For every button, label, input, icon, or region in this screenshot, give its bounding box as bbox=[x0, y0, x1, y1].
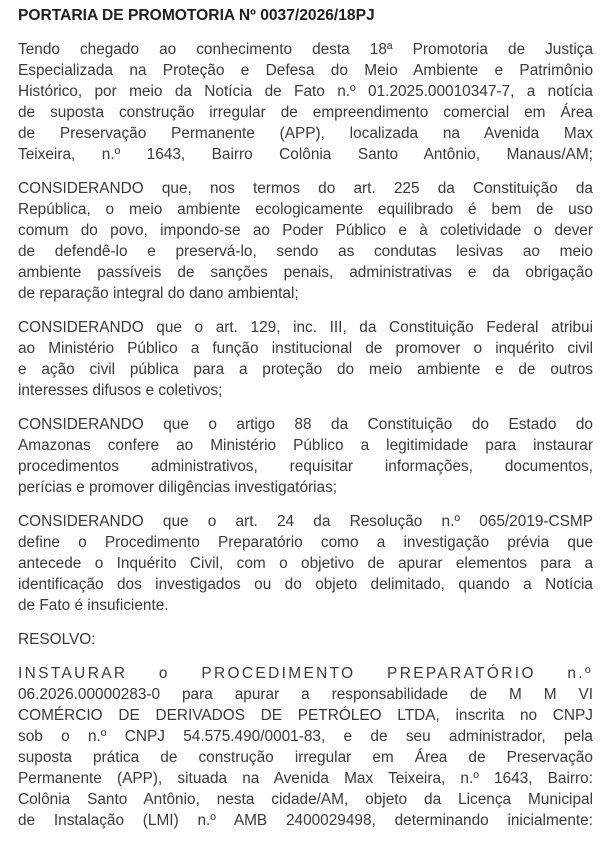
text-line: perícias e promover diligências investigatórias; bbox=[18, 479, 338, 496]
text-line: ao Ministério Público a função institucional de promover o inquérito civil bbox=[18, 340, 593, 357]
text-line: identificação dos investigados ou do objeto delimitado, quando a Notícia bbox=[18, 576, 593, 593]
text-line: Permanente (APP), situada na Avenida Max Teixeira, n.º 1643, Bairro: bbox=[18, 770, 593, 787]
text-line: de defendê-lo e preservá-lo, sendo as condutas lesivas ao meio bbox=[18, 243, 593, 260]
text-line: COMÉRCIO DE DERIVADOS DE PETRÓLEO LTDA, inscrita no CNPJ bbox=[18, 707, 593, 724]
text-line: 06.2026.00000283-0 para apurar a responsabilidade de M M VI bbox=[18, 686, 593, 703]
text-line: Especializada na Proteção e Defesa do Meio Ambiente e Patrimônio bbox=[18, 62, 593, 79]
text-line: CONSIDERANDO que, nos termos do art. 225 da Constituição da bbox=[18, 180, 593, 197]
text-line: define o Procedimento Preparatório como a investigação prévia que bbox=[18, 534, 593, 551]
text-line: de reparação integral do dano ambiental; bbox=[18, 285, 299, 302]
text-line: CONSIDERANDO que o art. 129, inc. III, da Constituição Federal atribui bbox=[18, 319, 593, 336]
text-line: INSTAURAR o PROCEDIMENTO PREPARATÓRIO n.º bbox=[18, 665, 593, 682]
text-line: de Fato é insuficiente. bbox=[18, 597, 169, 614]
text-line: de Preservação Permanente (APP), localizada na Avenida Max bbox=[18, 125, 593, 142]
document-title: PORTARIA DE PROMOTORIA Nº 0037/2026/18PJ bbox=[18, 7, 375, 24]
text-line: antecede o Inquérito Civil, com o objetivo de apurar elementos para a bbox=[18, 555, 593, 572]
text-line: Colônia Santo Antônio, nesta cidade/AM, objeto da Licença Municipal bbox=[18, 791, 593, 808]
text-line: sob o n.º CNPJ 54.575.490/0001-83, e de seu administrador, pela bbox=[18, 728, 593, 745]
text-line: CONSIDERANDO que o art. 24 da Resolução n.º 065/2019-CSMP bbox=[18, 513, 593, 530]
text-line: de suposta construção irregular de empreendimento comercial em Área bbox=[18, 104, 593, 121]
text-line: suposta prática de construção irregular em Área de Preservação bbox=[18, 749, 593, 766]
text-line: interesses difusos e coletivos; bbox=[18, 382, 223, 399]
text-line: Amazonas confere ao Ministério Público a legitimidade para instaurar bbox=[18, 437, 593, 454]
paragraph-considerando-3 bbox=[18, 414, 593, 498]
text-line: Teixeira, n.º 1643, Bairro Colônia Santo Antônio, Manaus/AM; bbox=[18, 146, 593, 163]
paragraph-resolvo bbox=[18, 629, 593, 650]
text-line: de Instalação (LMI) n.º AMB 2400029498, determinando inicialmente: bbox=[18, 812, 593, 829]
text-line: ambiente passíveis de sanções penais, administrativas e da obrigação bbox=[18, 264, 593, 281]
paragraph-opening bbox=[18, 39, 593, 165]
paragraph-considerando-1 bbox=[18, 178, 593, 304]
text-line: República, o meio ambiente ecologicamente equilibrado é bem de uso bbox=[18, 201, 593, 218]
paragraph-instaurar bbox=[18, 663, 593, 831]
text-line: RESOLVO: bbox=[18, 631, 96, 648]
paragraph-considerando-2 bbox=[18, 317, 593, 401]
text-line: procedimentos administrativos, requisitar informações, documentos, bbox=[18, 458, 593, 475]
text-line: Histórico, por meio da Notícia de Fato n.º 01.2025.00010347-7, a notícia bbox=[18, 83, 593, 100]
text-line: e ação civil pública para a proteção do meio ambiente e de outros bbox=[18, 361, 593, 378]
text-line: comum do povo, impondo-se ao Poder Público e à coletividade o dever bbox=[18, 222, 593, 239]
paragraph-considerando-4 bbox=[18, 511, 593, 616]
text-line: Tendo chegado ao conhecimento desta 18ª Promotoria de Justiça bbox=[18, 41, 593, 58]
text-line: CONSIDERANDO que o artigo 88 da Constituição do Estado do bbox=[18, 416, 593, 433]
